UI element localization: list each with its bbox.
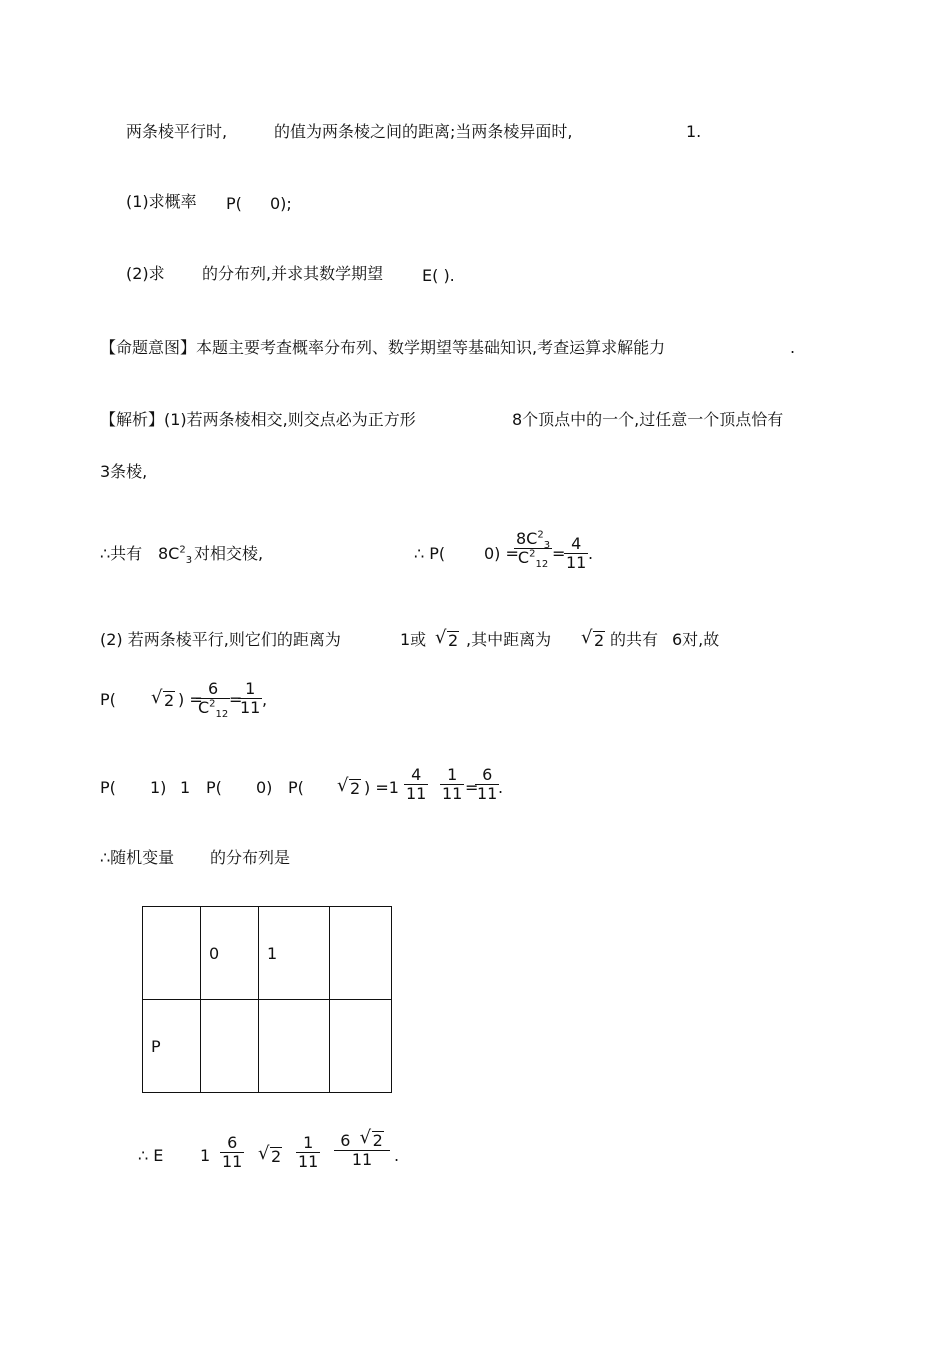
psqrt-sqrt: √ 2	[152, 690, 175, 711]
expectation-prefix: ∴ E	[138, 1146, 164, 1165]
p1-a: P(	[100, 778, 116, 797]
dist-intro-a: ∴随机变量	[100, 848, 175, 867]
psqrt-end: ,	[262, 690, 268, 709]
p0-end: .	[588, 544, 594, 563]
table-row	[143, 1000, 392, 1093]
intent-end: .	[790, 338, 796, 357]
question-2-label: (2)求	[126, 264, 165, 283]
intent-text: 【命题意图】本题主要考查概率分布列、数学期望等基础知识,考查运算求解能力	[100, 338, 666, 357]
p1-b: 1)	[150, 778, 167, 797]
table-cell	[201, 1000, 259, 1093]
part2-sqrt-a: √ 2	[436, 630, 459, 651]
text-line1-a: 两条棱平行时,	[126, 122, 228, 141]
question-2-expr: E( ).	[422, 266, 455, 285]
psqrt-close: ) =	[178, 690, 203, 709]
expectation-sqrt: √ 2	[259, 1146, 282, 1167]
question-1-label: (1)求概率	[126, 192, 197, 211]
p1-f: P(	[288, 778, 304, 797]
part2-text-c: ,其中距离为	[466, 630, 552, 649]
table-cell: 0	[201, 907, 259, 1000]
table-row	[143, 907, 392, 1000]
p1-fraction-2: $\frac{1}{11}$	[442, 765, 463, 803]
p1-fraction-3: $\frac{6}{11}$	[477, 765, 498, 803]
analysis-line3-expr: $8C^2_3$	[158, 544, 193, 567]
p1-g: ) =1	[364, 778, 399, 797]
text-line1-b: 的值为两条棱之间的距离;当两条棱异面时,	[274, 122, 573, 141]
p0-result-fraction: $\frac{4}{11}$	[566, 534, 587, 572]
expectation-fraction-3: $\frac{6 √ 2}{11}$	[334, 1130, 390, 1169]
question-1-expr: P(	[226, 194, 242, 213]
table-cell	[143, 907, 201, 1000]
question-2-text: 的分布列,并求其数学期望	[202, 264, 384, 283]
part2-sqrt-b: √ 2	[582, 630, 605, 651]
psqrt-fraction: $\frac{6}{C^2_{12}}$	[198, 679, 229, 721]
text-line1-c: 1.	[686, 122, 702, 141]
analysis-line1-a: 【解析】(1)若两条棱相交,则交点必为正方形	[100, 410, 416, 429]
p1-e: 0)	[256, 778, 273, 797]
expectation-fraction-1: $\frac{6}{11}$	[222, 1133, 243, 1171]
analysis-line1-b: 8个顶点中的一个,过任意一个顶点恰有	[512, 410, 784, 429]
p0-zero: 0) =	[484, 544, 519, 563]
table-cell: P	[143, 1000, 201, 1093]
table-cell: 1	[259, 907, 330, 1000]
p1-c: 1	[180, 778, 191, 797]
p1-sqrt: √ 2	[338, 778, 361, 799]
distribution-table	[142, 906, 392, 1093]
part2-text-d: 的共有	[610, 630, 659, 649]
analysis-line3-suffix: 对相交棱,	[194, 544, 264, 563]
p1-eq: =	[465, 778, 479, 797]
p0-prefix: ∴ P(	[414, 544, 446, 563]
part2-text-a: (2) 若两条棱平行,则它们的距离为	[100, 630, 341, 649]
p0-eq: =	[552, 544, 566, 563]
p1-fraction-1: $\frac{4}{11}$	[406, 765, 427, 803]
analysis-line2: 3条棱,	[100, 462, 148, 481]
table-cell	[330, 1000, 392, 1093]
question-1-val: 0);	[270, 194, 292, 213]
analysis-line3-prefix: ∴共有	[100, 544, 143, 563]
dist-intro-b: 的分布列是	[210, 848, 291, 867]
table-cell	[330, 907, 392, 1000]
psqrt-eq: =	[229, 690, 243, 709]
expectation-fraction-2: $\frac{1}{11}$	[298, 1133, 319, 1171]
p1-end: .	[498, 778, 504, 797]
psqrt-result-fraction: $\frac{1}{11}$	[240, 679, 261, 717]
part2-text-b: 1或	[400, 630, 427, 649]
table-cell	[259, 1000, 330, 1093]
expectation-one: 1	[200, 1146, 211, 1165]
p0-fraction: $\frac{8C^2_3}{C^2_{12}}$	[516, 529, 551, 571]
p1-d: P(	[206, 778, 222, 797]
part2-text-e: 6对,故	[672, 630, 720, 649]
psqrt-prefix: P(	[100, 690, 116, 709]
expectation-end: .	[394, 1146, 400, 1165]
